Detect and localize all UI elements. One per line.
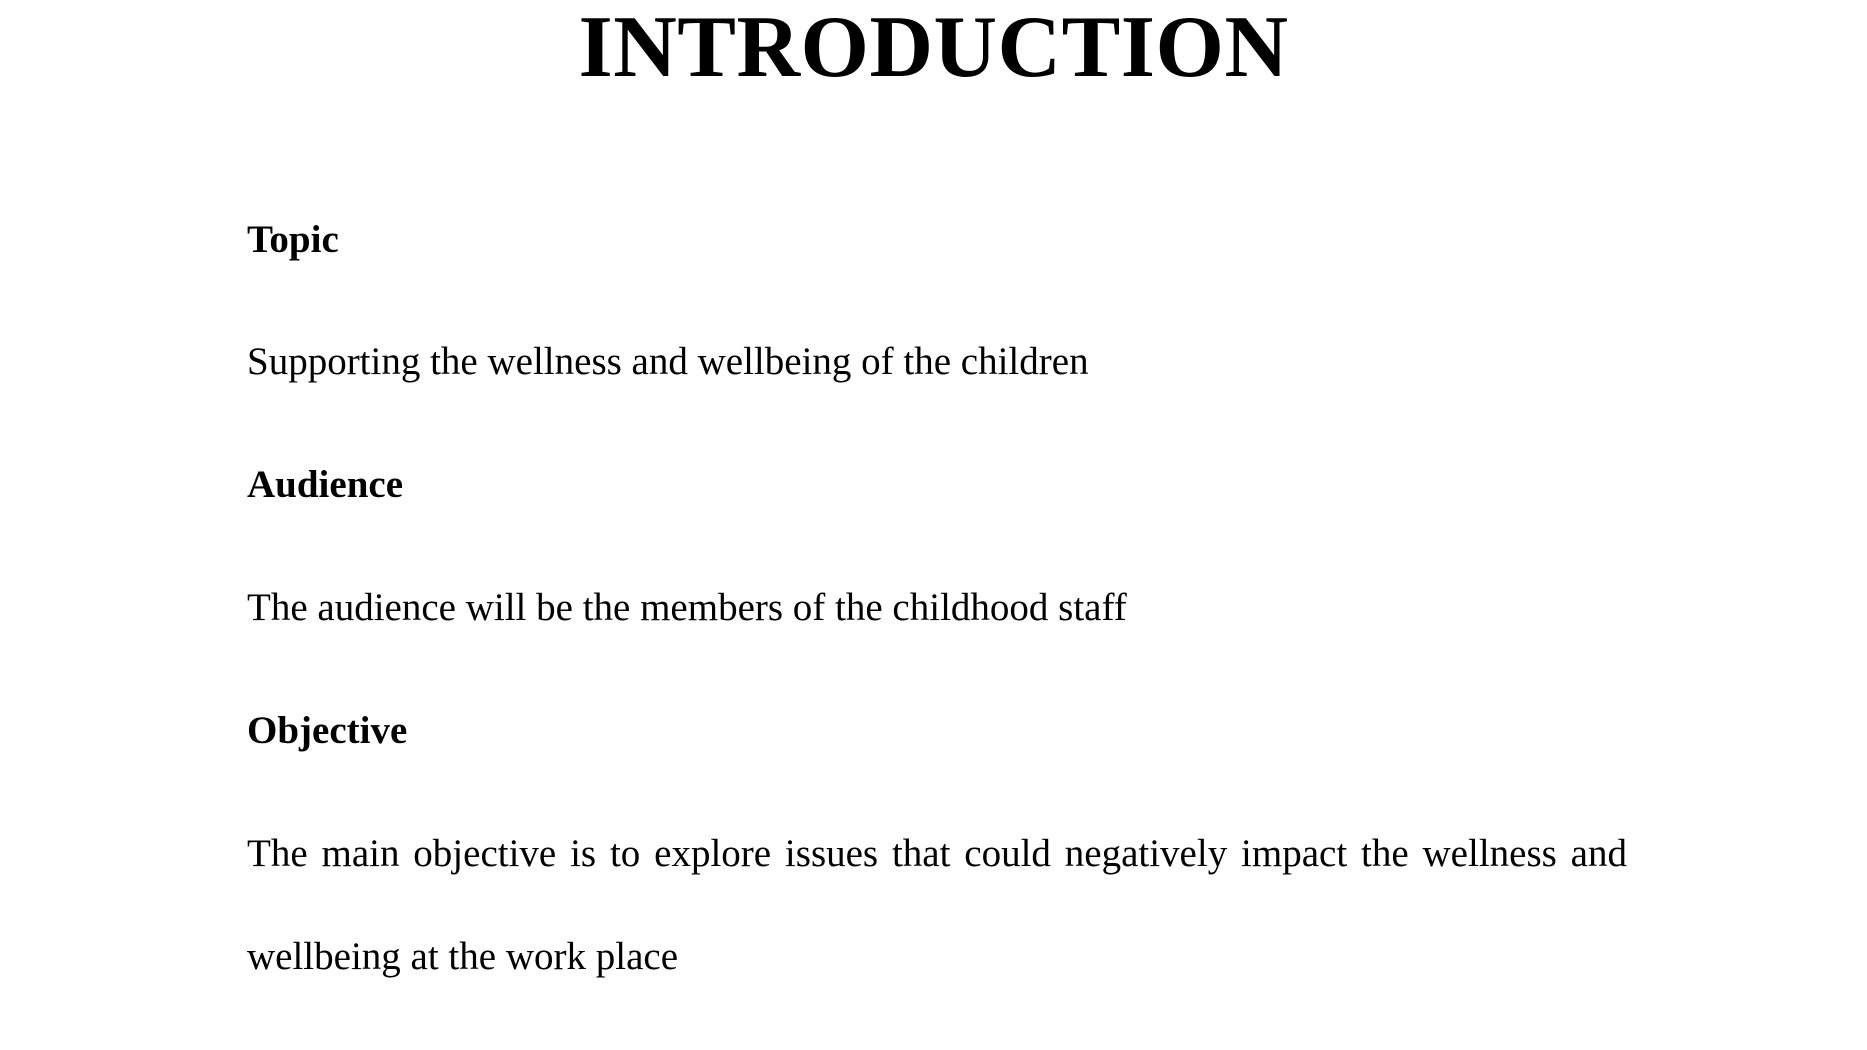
section-body-topic: Supporting the wellness and wellbeing of the children (247, 340, 1089, 383)
page-title: INTRODUCTION (578, 0, 1289, 96)
section-body-objective: The main objective is to explore issues that could negatively impact the wellness and wellbeing at the work place (247, 832, 1627, 978)
section-heading-audience: Audience (247, 463, 403, 506)
section-heading-objective: Objective (247, 709, 408, 752)
section-body-audience: The audience will be the members of the childhood staff (247, 586, 1127, 629)
section-heading-topic: Topic (247, 218, 339, 261)
